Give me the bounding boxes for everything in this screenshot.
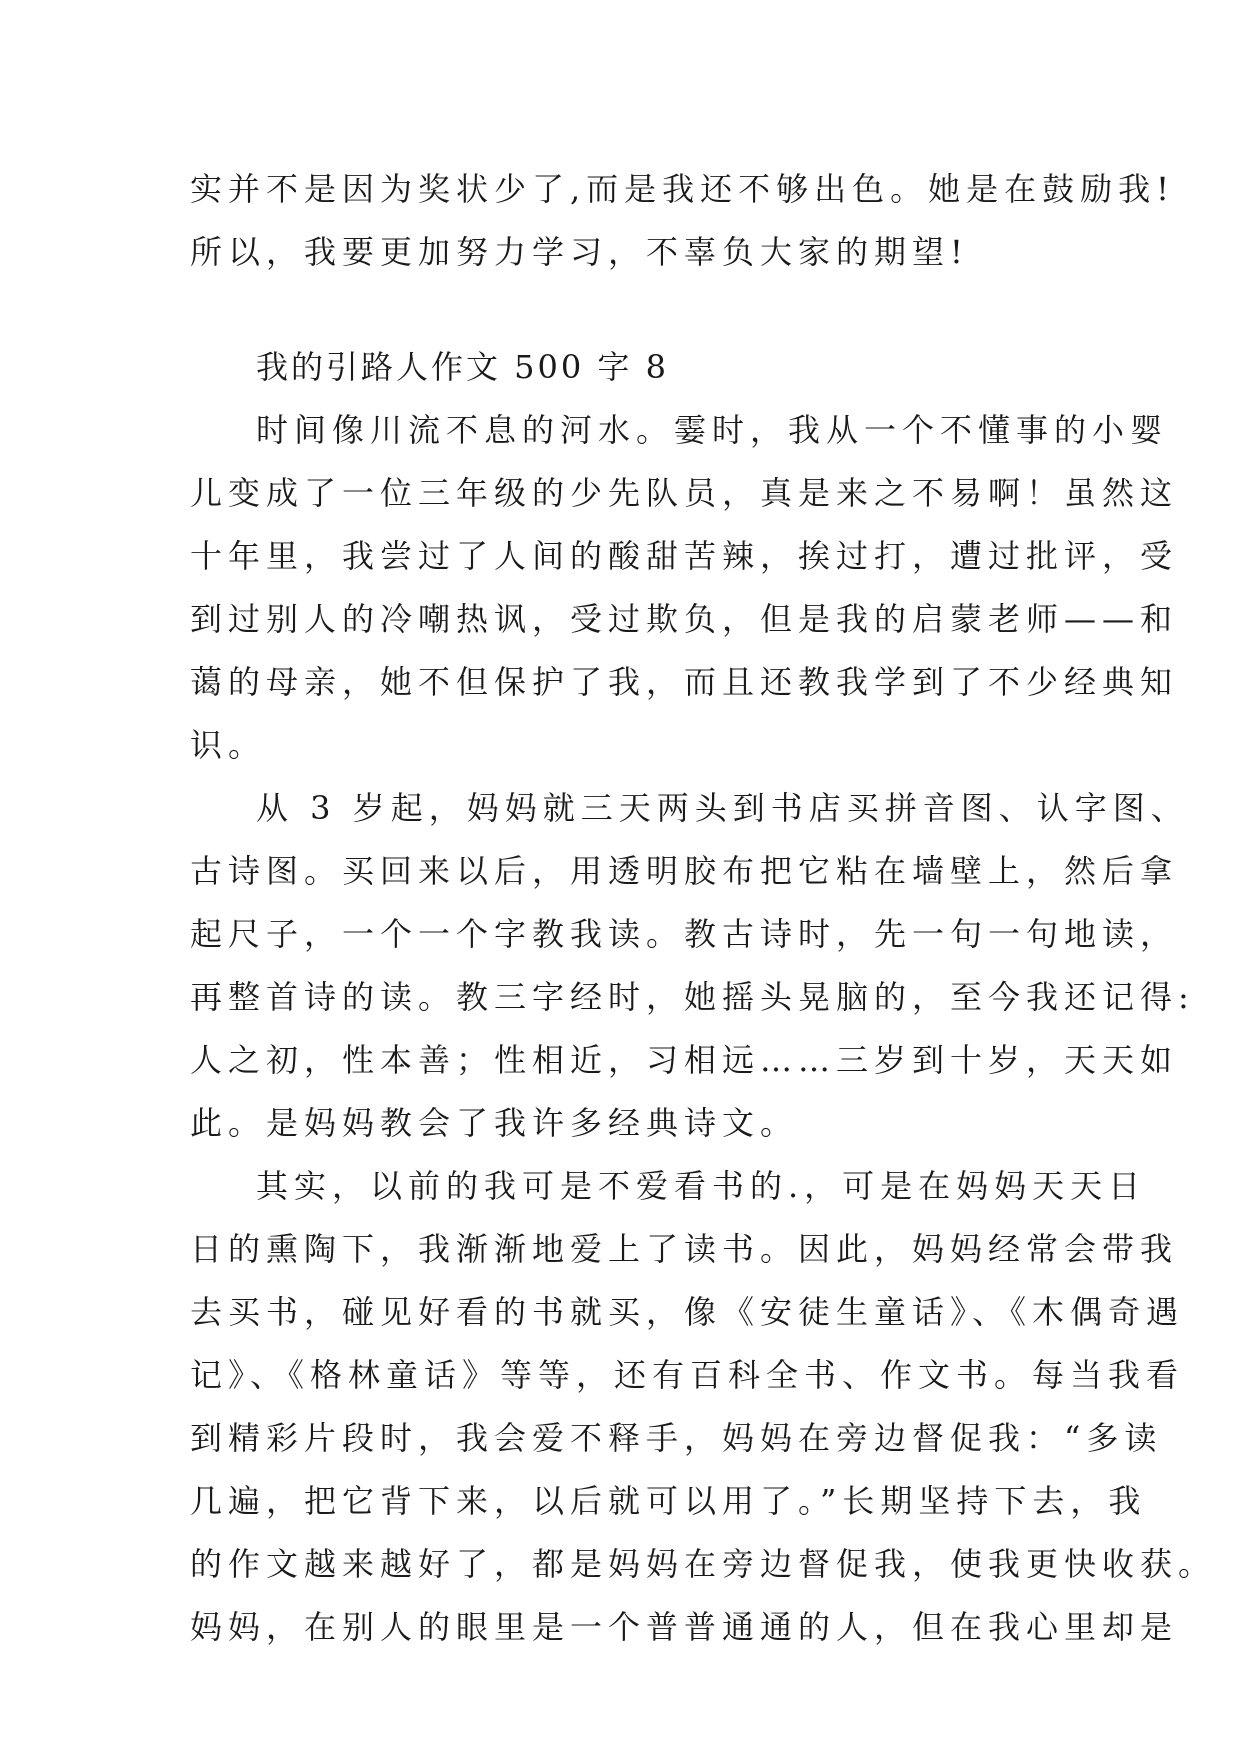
- paragraph-line: 妈妈，在别人的眼里是一个普普通通的人，但在我心里却是: [190, 1608, 1179, 1646]
- section-gap: [190, 284, 1050, 336]
- paragraph-line: 其实，以前的我可是不爱看书的.，可是在妈妈天天日: [256, 1167, 1147, 1205]
- paragraph-line: 到精彩片段时，我会爱不释手，妈妈在旁边督促我：“多读: [190, 1419, 1163, 1457]
- paragraph-line: 日的熏陶下，我渐渐地爱上了读书。因此，妈妈经常会带我: [190, 1230, 1179, 1268]
- paragraph-line: 记》、《格林童话》等等，还有百科全书、作文书。每当我看: [190, 1356, 1185, 1394]
- paragraph-line: 时间像川流不息的河水。霎时，我从一个不懂事的小婴: [256, 411, 1169, 449]
- intro-line: 实并不是因为奖状少了,而是我还不够出色。她是在鼓励我!: [190, 170, 1176, 208]
- paragraph-line: 再整首诗的读。教三字经时，她摇头晃脑的，至今我还记得:: [190, 978, 1195, 1016]
- paragraph-line: 此。是妈妈教会了我许多经典诗文。: [190, 1104, 799, 1142]
- paragraph-3: [190, 1155, 1217, 1659]
- paragraph-2: [190, 777, 1195, 1155]
- paragraph-1: [190, 399, 1179, 777]
- paragraph-line: 儿变成了一位三年级的少先队员，真是来之不易啊！虽然这: [190, 474, 1179, 512]
- paragraph-line: 识。: [190, 726, 267, 764]
- paragraph-line: 古诗图。买回来以后，用透明胶布把它粘在墙壁上，然后拿: [190, 852, 1179, 890]
- paragraph-line: 从 3 岁起，妈妈就三天两头到书店买拼音图、认字图、: [256, 789, 1189, 827]
- paragraph-line: 的作文越来越好了，都是妈妈在旁边督促我，使我更快收获。: [190, 1545, 1217, 1583]
- document-body: [190, 158, 1217, 1659]
- essay-heading: 我的引路人作文 500 字 8: [256, 348, 669, 386]
- paragraph-line: 几遍，把它背下来，以后就可以用了。”长期坚持下去，我: [190, 1482, 1147, 1520]
- intro-line: 所以，我要更加努力学习，不辜负大家的期望!: [190, 233, 969, 271]
- paragraph-line: 起尺子，一个一个字教我读。教古诗时，先一句一句地读，: [190, 915, 1179, 953]
- paragraph-line: 去买书，碰见好看的书就买，像《安徒生童话》、《木偶奇遇: [190, 1293, 1185, 1331]
- paragraph-line: 到过别人的冷嘲热讽，受过欺负，但是我的启蒙老师——和: [190, 600, 1179, 638]
- paragraph-line: 十年里，我尝过了人间的酸甜苦辣，挨过打，遭过批评，受: [190, 537, 1179, 575]
- paragraph-line: 人之初，性本善；性相近，习相远……三岁到十岁，天天如: [190, 1041, 1179, 1079]
- paragraph-line: 蔼的母亲，她不但保护了我，而且还教我学到了不少经典知: [190, 663, 1179, 701]
